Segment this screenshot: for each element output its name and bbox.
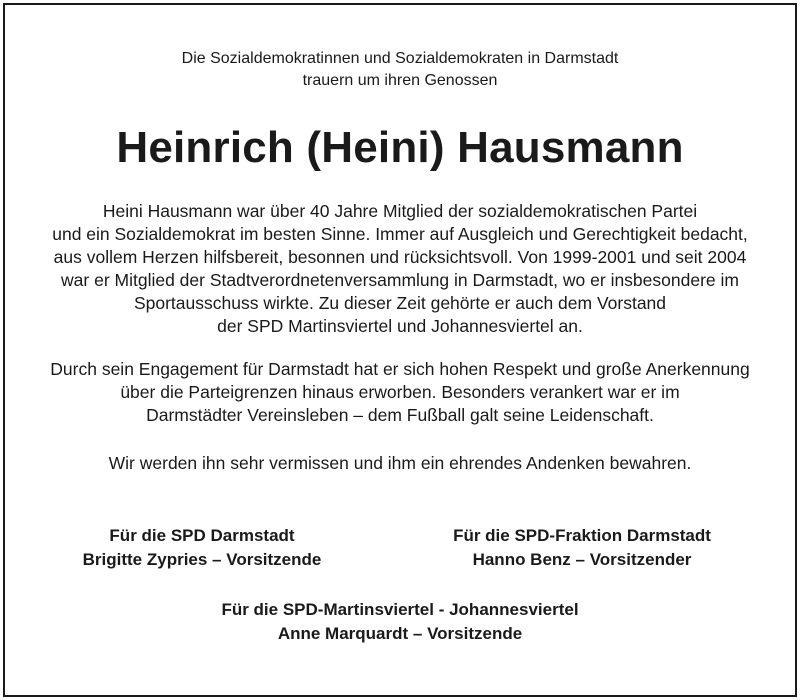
signature-person: Hanno Benz – Vorsitzender (472, 550, 692, 569)
signature-spd-martinsviertel (200, 598, 600, 646)
signature-spd-darmstadt (52, 524, 352, 572)
text-line: Durch sein Engagement für Darmstadt hat er sich hohen Respekt und große Anerkennung (50, 359, 750, 379)
text-line: und ein Sozialdemokrat im besten Sinne. Immer auf Ausgleich und Gerechtigkeit bedacht, (52, 224, 748, 244)
text-line: der SPD Martinsviertel und Johannesviertel an. (217, 316, 583, 336)
signature-spd-fraktion (432, 524, 732, 572)
intro-line: Die Sozialdemokratinnen und Sozialdemokraten in Darmstadt (181, 50, 619, 67)
signature-person: Anne Marquardt – Vorsitzende (277, 624, 523, 643)
signature-person: Brigitte Zypries – Vorsitzende (82, 550, 322, 569)
text-line: aus vollem Herzen hilfsbereit, besonnen und rücksichtsvoll. Von 1999-2001 und seit 2004 (53, 247, 747, 267)
text-line: Darmstädter Vereinsleben – dem Fußball galt seine Leidenschaft. (146, 405, 654, 425)
paragraph-farewell (0, 452, 800, 475)
signature-org: Für die SPD Darmstadt (109, 526, 295, 545)
intro-line: trauern um ihren Genossen (302, 72, 498, 89)
text-line: war er Mitglied der Stadtverordnetenversammlung in Darmstadt, wo er insbesondere im (61, 270, 739, 290)
paragraph-biography (0, 200, 800, 338)
text-line: Heini Hausmann war über 40 Jahre Mitglied der sozialdemokratischen Partei (102, 201, 698, 221)
signature-org: Für die SPD-Martinsviertel - Johannesviertel (221, 600, 579, 619)
paragraph-engagement (0, 358, 800, 427)
signature-org: Für die SPD-Fraktion Darmstadt (453, 526, 711, 545)
text-line: Wir werden ihn sehr vermissen und ihm ein ehrendes Andenken bewahren. (108, 453, 692, 473)
deceased-name: Heinrich (Heini) Hausmann (116, 123, 684, 172)
text-line: Sportausschuss wirkte. Zu dieser Zeit gehörte er auch dem Vorstand (133, 293, 667, 313)
notice-border (3, 3, 797, 697)
text-line: über die Parteigrenzen hinaus erworben. Besonders verankert war er im (120, 382, 680, 402)
intro-text (0, 48, 800, 92)
